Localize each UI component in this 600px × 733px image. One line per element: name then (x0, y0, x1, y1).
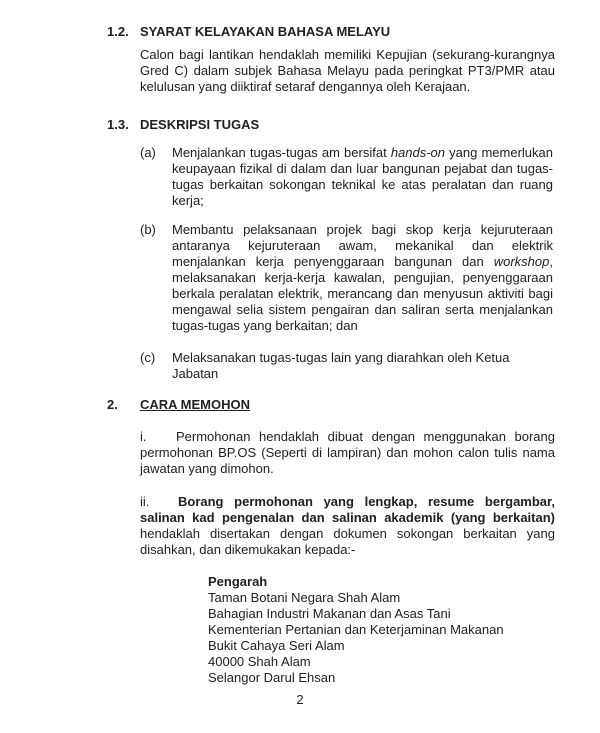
item-text-italic: hands-on (390, 145, 446, 160)
item-text-segment: yang memerlukan keupayaan fizikal di dalam dan luar bangunan pejabat dan tugas-tugas berkaitan sokongan teknikal ke atas peralatan dan ruang kerja; (172, 145, 553, 208)
address-line: Selangor Darul Ehsan (208, 670, 336, 685)
task-item-b (140, 222, 553, 334)
address-line: 40000 Shah Alam (208, 654, 311, 669)
section-number: 1.3. (107, 117, 129, 132)
cara-memohon-para-i (140, 429, 555, 477)
section-title: CARA MEMOHON (140, 397, 251, 412)
section-heading-cara-memohon (107, 397, 567, 413)
task-item-a (140, 145, 553, 209)
item-text-segment: , melaksanakan kerja-kerja kawalan, pengujian, penyenggaraan berkala peralatan elektrik, merancang dan menyusun aktiviti bagi mengawal selia sistem pengairan dan saliran serta menjalankan tugas-tugas yang berkaitan; dan (172, 254, 553, 333)
item-text (172, 145, 553, 209)
cara-memohon-para-ii (140, 494, 555, 558)
section-number: 2. (107, 397, 118, 412)
para-text: hendaklah disertakan dengan dokumen sokongan berkaitan yang disahkan, dan dikemukakan kepada:- (140, 526, 555, 557)
item-text-segment: Menjalankan tugas-tugas am bersifat (172, 145, 391, 160)
mailing-address-block (208, 574, 504, 686)
section-heading-syarat-kelayakan (107, 24, 567, 40)
section-number: 1.2. (107, 24, 129, 39)
para-text-bold: Borang permohonan yang lengkap, resume bergambar, salinan kad pengenalan dan salinan akademik (yang berkaitan) (140, 494, 555, 525)
item-label: (c) (140, 350, 156, 365)
address-line: Kementerian Pertanian dan Keterjaminan Makanan (208, 622, 504, 637)
page-number: 2 (296, 692, 304, 707)
section-heading-deskripsi-tugas (107, 117, 567, 133)
syarat-kelayakan-body: Calon bagi lantikan hendaklah memiliki Kepujian (sekurang-kurangnya Gred C) dalam subjek Bahasa Melayu pada peringkat PT3/PMR atau kelulusan yang diiktiraf setaraf dengannya oleh Kerajaan. (140, 47, 555, 94)
address-recipient: Pengarah (208, 574, 268, 589)
item-label: (a) (140, 145, 156, 160)
task-item-c (140, 350, 553, 382)
item-label: (b) (140, 222, 156, 237)
address-line: Bahagian Industri Makanan dan Asas Tani (208, 606, 451, 621)
section-title: DESKRIPSI TUGAS (140, 117, 260, 132)
section-title: SYARAT KELAYAKAN BAHASA MELAYU (140, 24, 391, 39)
item-text-italic: workshop (493, 254, 550, 269)
item-text-segment: Membantu pelaksanaan projek bagi skop kerja kejuruteraan antaranya kejuruteraan awam, mekanikal dan elektrik menjalankan kerja penyenggaraan bangunan dan (172, 222, 553, 269)
item-text: Melaksanakan tugas-tugas lain yang diarahkan oleh Ketua Jabatan (172, 350, 510, 381)
para-text: Permohonan hendaklah dibuat dengan menggunakan borang permohonan BP.OS (Seperti di lampiran) dan mohon calon tulis nama jawatan yang dimohon. (140, 429, 555, 476)
address-line: Taman Botani Negara Shah Alam (208, 590, 401, 605)
item-text (172, 222, 553, 334)
address-line: Bukit Cahaya Seri Alam (208, 638, 345, 653)
roman-numeral-label: i. (140, 429, 147, 444)
roman-numeral-label: ii. (140, 494, 150, 509)
